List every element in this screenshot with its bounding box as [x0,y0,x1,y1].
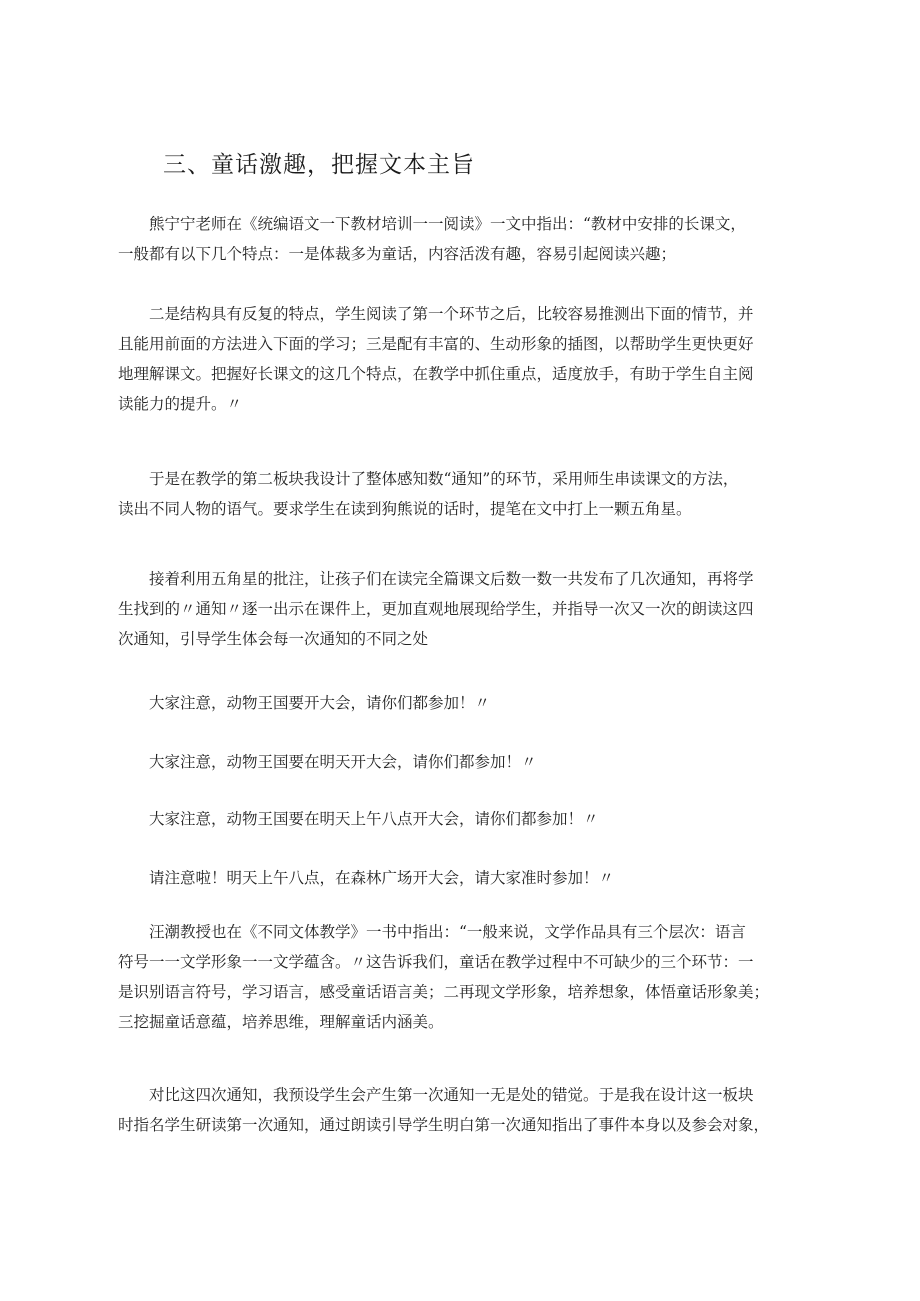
paragraph-structure-features [118,299,818,419]
paragraph-line: 是识别语言符号，学习语言，感受童话语言美；二再现文学形象，培养想象，体悟童话形象美； [118,983,770,1001]
paragraph-line: 三挖掘童话意蕴，培养思维，理解童话内涵美。 [118,1013,444,1031]
notice-4: 请注意啦！明天上午八点，在森林广场开大会，请大家准时参加！〃 [149,869,615,887]
paragraph-line: 次通知，引导学生体会每一次通知的不同之处 [118,630,429,648]
paragraph-line: 接着利用五角星的批注，让孩子们在读完全篇课文后数一数一共发布了几次通知，再将学 [149,570,754,588]
notice-1: 大家注意，动物王国要开大会，请你们都参加！〃 [149,694,491,712]
paragraph-line: 时指名学生研读第一次通知，通过朗读引导学生明白第一次通知指出了事件本身以及参会对象， [118,1116,770,1134]
paragraph-line: 地理解课文。把握好长课文的这几个特点，在教学中抓住重点，适度放手，有助于学生自主阅 [118,365,754,383]
paragraph-second-block [118,464,818,524]
paragraph-line: 汪潮教授也在《不同文体教学》一书中指出：“一般来说，文学作品具有三个层次：语言 [149,923,746,941]
paragraph-line: 熊宁宁老师在《统编语文一下教材培训一一阅读》一文中指出：“教材中安排的长课文， [149,215,746,233]
section-heading: 三、童话激趣，把握文本主旨 [163,152,475,178]
paragraph-compare-notices [118,1080,818,1140]
notice-3: 大家注意，动物王国要在明天上午八点开大会，请你们都参加！〃 [149,810,599,828]
paragraph-line: 生找到的〃通知〃逐一出示在课件上，更加直观地展现给学生，并指导一次又一次的朗读这四 [118,600,754,618]
paragraph-line: 符号一一文学形象一一文学蕴含。〃这告诉我们，童话在教学过程中不可缺少的三个环节：一 [118,953,754,971]
paragraph-line: 一般都有以下几个特点：一是体裁多为童话，内容活泼有趣，容易引起阅读兴趣； [118,245,677,263]
paragraph-line: 读出不同人物的语气。要求学生在读到狗熊说的话时，提笔在文中打上一颗五角星。 [118,500,692,518]
paragraph-line: 读能力的提升。〃 [118,395,243,413]
paragraph-line: 且能用前面的方法进入下面的学习；三是配有丰富的、生动形象的插图，以帮助学生更快更好 [118,335,754,353]
paragraph-star-annotation [118,564,818,654]
paragraph-quote-xiong [118,209,818,269]
paragraph-quote-wang [118,917,818,1037]
notice-2: 大家注意，动物王国要在明天开大会，请你们都参加！〃 [149,753,537,771]
paragraph-line: 二是结构具有反复的特点，学生阅读了第一个环节之后，比较容易推测出下面的情节，并 [149,305,754,323]
paragraph-line: 于是在教学的第二板块我设计了整体感知数“通知”的环节，采用师生串读课文的方法， [149,470,739,488]
paragraph-line: 对比这四次通知，我预设学生会产生第一次通知一无是处的错觉。于是我在设计这一板块 [149,1086,754,1104]
